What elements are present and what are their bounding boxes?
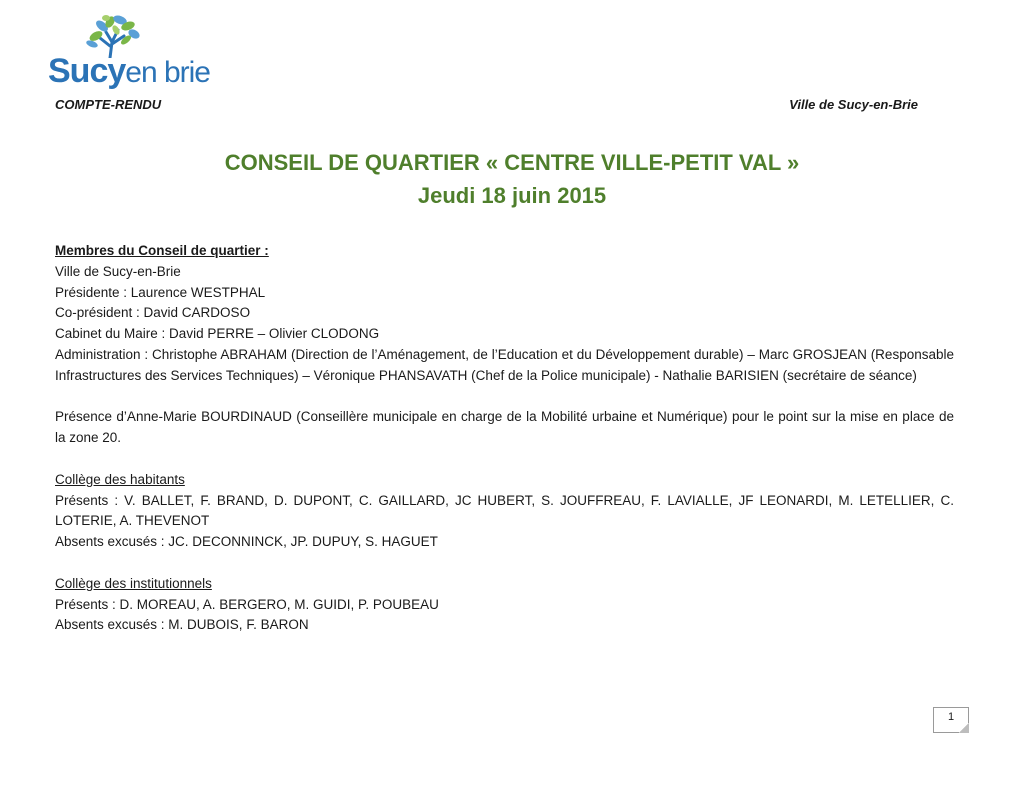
members-heading: Membres du Conseil de quartier : [55,243,269,258]
document-date: Jeudi 18 juin 2015 [417,183,607,208]
college-habitants-heading: Collège des habitants [55,471,185,487]
members-line: Co-président : David CARDOSO [55,305,251,321]
spacer [55,449,954,470]
members-line: Présidente : Laurence WESTPHAL [55,284,266,300]
page-number: 1 [947,711,955,723]
header-document-type: COMPTE-RENDU [55,97,162,112]
document-body [55,241,954,636]
college-habitants-absents: Absents excusés : JC. DECONNINCK, JP. DUPUY, S. HAGUET [55,534,438,550]
members-line: Ville de Sucy-en-Brie [55,263,181,279]
spacer [55,553,954,574]
page-fold-icon [959,723,969,733]
page-number-box [933,707,969,733]
college-institutionnels-heading: Collège des institutionnels [55,575,212,591]
college-institutionnels-absents: Absents excusés : M. DUBOIS, F. BARON [55,617,309,633]
header-organization: Ville de Sucy-en-Brie [789,97,918,112]
members-line: Administration : Christophe ABRAHAM (Direction de l’Aménagement, de l’Education et du Développement durable) – Marc GROSJEAN (Responsable Infrastructures des Services Techniques) – Véronique PHANSAVATH (Chef de la Police municipale) - Nathalie BARISIEN (secrétaire de séance) [55,346,954,383]
members-line: Cabinet du Maire : David PERRE – Olivier CLODONG [55,326,380,342]
sucy-en-brie-logo [48,14,210,94]
logo-text-sucy: Sucy [48,52,126,90]
logo-wordmark [48,52,210,91]
logo-text-en-brie: en brie [125,56,210,89]
presence-paragraph: Présence d’Anne-Marie BOURDINAUD (Conseillère municipale en charge de la Mobilité urbaine et Numérique) pour le point sur la mise en place de la zone 20. [55,409,954,446]
document-title: CONSEIL DE QUARTIER « CENTRE VILLE-PETIT VAL » [224,150,800,175]
spacer [55,387,954,408]
college-habitants-presents: Présents : V. BALLET, F. BRAND, D. DUPONT, C. GAILLARD, JC HUBERT, S. JOUFFREAU, F. LAVIALLE, JF LEONARDI, M. LETELLIER, C. LOTERIE, A. THEVENOT [55,492,954,529]
college-institutionnels-presents: Présents : D. MOREAU, A. BERGERO, M. GUIDI, P. POUBEAU [55,596,439,612]
